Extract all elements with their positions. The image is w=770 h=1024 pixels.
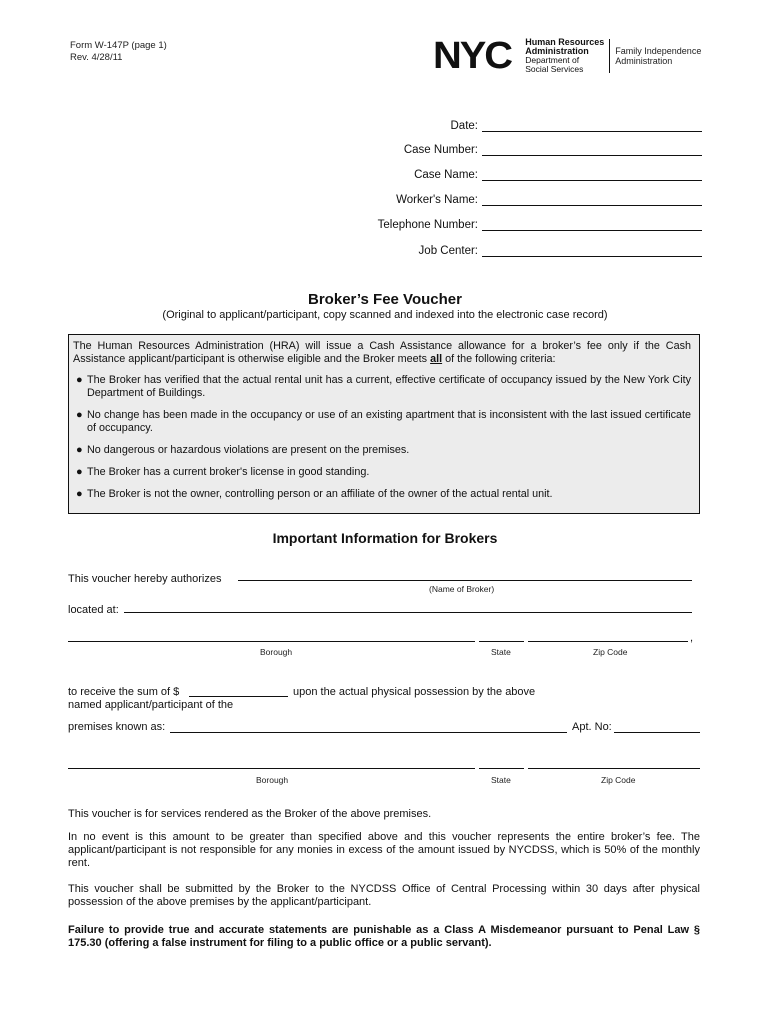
telephone-field[interactable] [378, 219, 702, 231]
bullet-icon: ● [76, 488, 83, 500]
borough-caption-1: Borough [260, 647, 293, 657]
sum-suffix: upon the actual physical possession by the above [293, 686, 536, 698]
date-field[interactable] [451, 120, 703, 132]
form-id: Form W-147P (page 1) [70, 40, 167, 51]
list-item: ● No dangerous or hazardous violations are present on the premises. [76, 444, 410, 456]
telephone-input-line[interactable] [482, 219, 702, 231]
list-item: ● The Broker has verified that the actual rental unit has a current, effective certificate of occupancy issued by the New York City Department of Buildings. [76, 374, 691, 399]
telephone-label: Telephone Number: [377, 219, 478, 231]
bullet-icon: ● [76, 444, 83, 456]
case-name-input-line[interactable] [482, 169, 702, 181]
authorizes-label: This voucher hereby authorizes [68, 573, 222, 585]
broker-name-line[interactable] [238, 580, 692, 581]
sum-amount-line[interactable] [189, 696, 288, 697]
premises-label: premises known as: [68, 721, 166, 733]
job-center-input-line[interactable] [482, 245, 702, 257]
list-item: ● No change has been made in the occupancy or use of an existing apartment that is inconsistent with the last issued certificate of occupancy. [76, 409, 691, 434]
apt-no-label: Apt. No: [572, 721, 612, 733]
bullet-icon: ● [76, 374, 83, 386]
broker-name-caption: (Name of Broker) [429, 584, 495, 594]
state-caption-2: State [491, 775, 511, 785]
logo-divider [609, 39, 610, 73]
named-applicant-text: named applicant/participant of the [68, 699, 234, 711]
state-caption-1: State [491, 647, 511, 657]
brokers-heading: Important Information for Brokers [272, 530, 498, 546]
borough-line-1[interactable] [68, 641, 475, 642]
apt-no-line[interactable] [614, 732, 700, 733]
bullet-icon: ● [76, 409, 83, 421]
workers-name-field[interactable] [396, 194, 702, 206]
services-paragraph: This voucher is for services rendered as the Broker of the above premises. [68, 808, 432, 820]
agency-name: Human Resources Administration Department of Social Services [525, 37, 605, 74]
bullet-icon: ● [76, 466, 83, 478]
borough-line-2[interactable] [68, 768, 475, 769]
form-revision: Rev. 4/28/11 [70, 52, 123, 63]
voucher-subtitle: (Original to applicant/participant, copy scanned and indexed into the electronic case record) [162, 309, 608, 321]
division-name: Family Independence Administration [615, 46, 702, 66]
date-label: Date: [450, 120, 478, 132]
address-comma: , [690, 632, 694, 644]
criteria-emphasis: all [430, 353, 443, 365]
voucher-title: Broker’s Fee Voucher [308, 291, 462, 308]
state-line-1[interactable] [479, 641, 524, 642]
list-item: ● The Broker has a current broker's license in good standing. [76, 466, 370, 478]
zip-caption-2: Zip Code [601, 775, 636, 785]
nyc-logo-text: NYC [433, 35, 511, 77]
workers-name-label: Worker's Name: [396, 194, 478, 206]
premises-line[interactable] [170, 732, 567, 733]
zip-line-1[interactable] [528, 641, 688, 642]
case-name-field[interactable] [414, 169, 702, 181]
borough-caption-2: Borough [256, 775, 289, 785]
job-center-label: Job Center: [418, 245, 478, 257]
criteria-intro: The Human Resources Administration (HRA) will issue a Cash Assistance allowance for a broker’s fee only if the Cash Assistance applicant/participant is otherwise eligible and the Broker meets all of the following criteria: [73, 340, 691, 365]
list-item: ● The Broker is not the owner, controlling person or an affiliate of the owner of the actual rental unit. [76, 488, 553, 500]
sum-prefix: to receive the sum of $ [68, 686, 180, 698]
submission-paragraph: This voucher shall be submitted by the Broker to the NYCDSS Office of Central Processing within 30 days after physical possession of the above premises by the applicant/participant. [68, 883, 700, 908]
nyc-hra-logo [433, 35, 702, 77]
case-number-input-line[interactable] [482, 144, 702, 156]
fee-limit-paragraph: In no event is this amount to be greater than specified above and this voucher represents the entire broker’s fee. The applicant/participant is not responsible for any monies in excess of the amount issued by NYCDSS, which is 50% of the monthly rent. [68, 831, 700, 869]
job-center-field[interactable] [419, 245, 702, 257]
zip-caption-1: Zip Code [593, 647, 628, 657]
state-line-2[interactable] [479, 768, 524, 769]
form-identifier [70, 40, 167, 64]
zip-line-2[interactable] [528, 768, 700, 769]
workers-name-input-line[interactable] [482, 194, 702, 206]
criteria-box [68, 334, 700, 514]
date-input-line[interactable] [482, 120, 702, 132]
case-number-label: Case Number: [403, 144, 478, 156]
penalty-warning: Failure to provide true and accurate statements are punishable as a Class A Misdemeanor pursuant to Penal Law § 175.30 (offering a false instrument for filing to a public office or a public servant). [68, 924, 700, 949]
case-number-field[interactable] [404, 144, 702, 156]
located-at-label: located at: [68, 604, 119, 616]
case-name-label: Case Name: [414, 169, 478, 181]
located-at-line[interactable] [124, 612, 692, 613]
criteria-list [73, 374, 691, 501]
